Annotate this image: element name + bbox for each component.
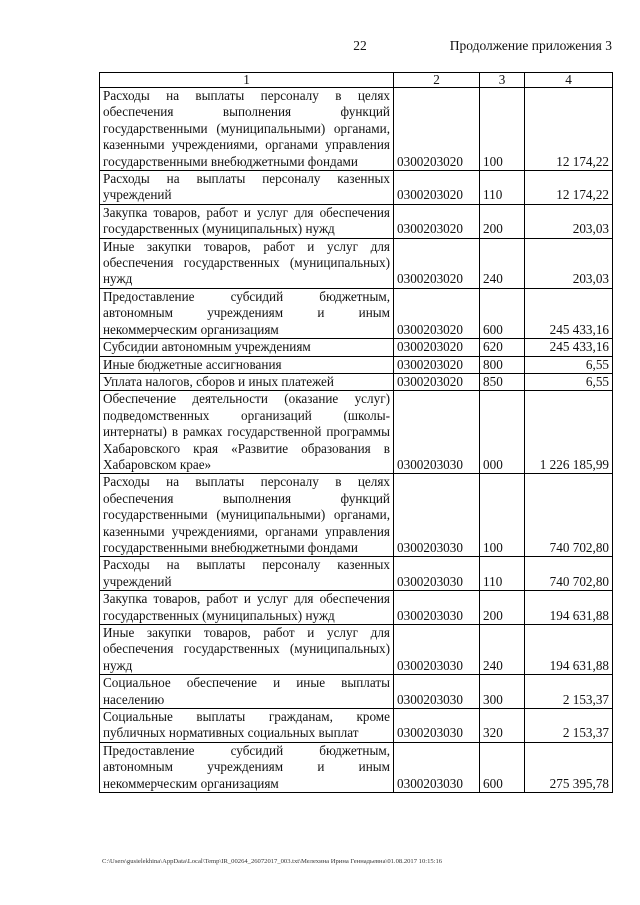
- table-row: [100, 557, 613, 591]
- row-expense-type: 620: [480, 339, 525, 356]
- row-amount: 275 395,78: [525, 742, 613, 792]
- row-amount: 1 226 185,99: [525, 391, 613, 474]
- row-expense-type: 600: [480, 288, 525, 338]
- row-target-code: 0300203020: [394, 356, 480, 373]
- table-row: [100, 709, 613, 743]
- row-name: Социальные выплаты гражданам, кроме публичных нормативных социальных выплат: [100, 709, 394, 743]
- row-amount: 12 174,22: [525, 88, 613, 171]
- table-row: [100, 339, 613, 356]
- row-amount: 6,55: [525, 373, 613, 390]
- table-row: [100, 391, 613, 474]
- table-row: [100, 238, 613, 288]
- row-amount: 245 433,16: [525, 339, 613, 356]
- row-name: Обеспечение деятельности (оказание услуг) подведомственных организаций (школы-интернаты) в рамках государственной программы Хабаровского края «Развитие образования в Хабаровском крае»: [100, 391, 394, 474]
- table-row: [100, 742, 613, 792]
- row-amount: 245 433,16: [525, 288, 613, 338]
- row-target-code: 0300203030: [394, 742, 480, 792]
- row-expense-type: 200: [480, 591, 525, 625]
- row-target-code: 0300203030: [394, 474, 480, 557]
- row-target-code: 0300203030: [394, 709, 480, 743]
- row-expense-type: 240: [480, 625, 525, 675]
- row-expense-type: 100: [480, 88, 525, 171]
- row-amount: 203,03: [525, 238, 613, 288]
- row-expense-type: 850: [480, 373, 525, 390]
- row-amount: 203,03: [525, 204, 613, 238]
- row-amount: 740 702,80: [525, 557, 613, 591]
- row-target-code: 0300203030: [394, 557, 480, 591]
- table-header-row: [100, 73, 613, 88]
- row-target-code: 0300203020: [394, 238, 480, 288]
- row-amount: 12 174,22: [525, 171, 613, 205]
- row-name: Иные бюджетные ассигнования: [100, 356, 394, 373]
- row-target-code: 0300203020: [394, 288, 480, 338]
- table-row: [100, 474, 613, 557]
- column-header-1: 1: [100, 73, 394, 88]
- appendix-continuation-label: Продолжение приложения 3: [449, 38, 612, 53]
- page-number: 22: [353, 38, 367, 53]
- table-row: [100, 204, 613, 238]
- table-row: [100, 591, 613, 625]
- table-row: [100, 675, 613, 709]
- row-name: Иные закупки товаров, работ и услуг для обеспечения государственных (муниципальных) нужд: [100, 625, 394, 675]
- row-name: Расходы на выплаты персоналу казенных учреждений: [100, 171, 394, 205]
- column-header-4: 4: [525, 73, 613, 88]
- row-name: Социальное обеспечение и иные выплаты населению: [100, 675, 394, 709]
- row-name: Иные закупки товаров, работ и услуг для обеспечения государственных (муниципальных) нужд: [100, 238, 394, 288]
- table-row: [100, 88, 613, 171]
- row-expense-type: 800: [480, 356, 525, 373]
- row-expense-type: 000: [480, 391, 525, 474]
- row-expense-type: 600: [480, 742, 525, 792]
- row-name: Субсидии автономным учреждениям: [100, 339, 394, 356]
- row-expense-type: 100: [480, 474, 525, 557]
- row-target-code: 0300203020: [394, 88, 480, 171]
- row-name: Уплата налогов, сборов и иных платежей: [100, 373, 394, 390]
- row-expense-type: 240: [480, 238, 525, 288]
- row-name: Расходы на выплаты персоналу казенных учреждений: [100, 557, 394, 591]
- column-header-3: 3: [480, 73, 525, 88]
- row-amount: 2 153,37: [525, 709, 613, 743]
- row-name: Расходы на выплаты персоналу в целях обеспечения выполнения функций государственными (муниципальными) органами, казенными учреждениями, органами управления государственными внебюджетными фондами: [100, 88, 394, 171]
- table-row: [100, 288, 613, 338]
- table-row: [100, 356, 613, 373]
- row-name: Предоставление субсидий бюджетным, автономным учреждениям и иным некоммерческим организациям: [100, 742, 394, 792]
- footer-file-path: C:\Users\gusielekhina\AppData\Local\Temp\IR_00264_26072017_003.txt\Мелехина Ирина Геннадьевна\01.08.2017 10:15:16: [102, 858, 443, 865]
- table-row: [100, 171, 613, 205]
- row-expense-type: 110: [480, 557, 525, 591]
- column-header-2: 2: [394, 73, 480, 88]
- row-target-code: 0300203020: [394, 339, 480, 356]
- row-amount: 740 702,80: [525, 474, 613, 557]
- row-expense-type: 300: [480, 675, 525, 709]
- row-amount: 194 631,88: [525, 625, 613, 675]
- row-target-code: 0300203020: [394, 373, 480, 390]
- budget-table: [99, 72, 613, 793]
- row-target-code: 0300203030: [394, 675, 480, 709]
- row-name: Предоставление субсидий бюджетным, автономным учреждениям и иным некоммерческим организациям: [100, 288, 394, 338]
- row-expense-type: 320: [480, 709, 525, 743]
- row-expense-type: 200: [480, 204, 525, 238]
- table-row: [100, 373, 613, 390]
- row-target-code: 0300203030: [394, 591, 480, 625]
- row-target-code: 0300203030: [394, 391, 480, 474]
- row-target-code: 0300203020: [394, 204, 480, 238]
- row-name: Расходы на выплаты персоналу в целях обеспечения выполнения функций государственными (муниципальными) органами, казенными учреждениями, органами управления государственными внебюджетными фондами: [100, 474, 394, 557]
- row-target-code: 0300203020: [394, 171, 480, 205]
- row-amount: 6,55: [525, 356, 613, 373]
- row-expense-type: 110: [480, 171, 525, 205]
- table-row: [100, 625, 613, 675]
- row-target-code: 0300203030: [394, 625, 480, 675]
- row-amount: 2 153,37: [525, 675, 613, 709]
- row-name: Закупка товаров, работ и услуг для обеспечения государственных (муниципальных) нужд: [100, 204, 394, 238]
- row-name: Закупка товаров, работ и услуг для обеспечения государственных (муниципальных) нужд: [100, 591, 394, 625]
- row-amount: 194 631,88: [525, 591, 613, 625]
